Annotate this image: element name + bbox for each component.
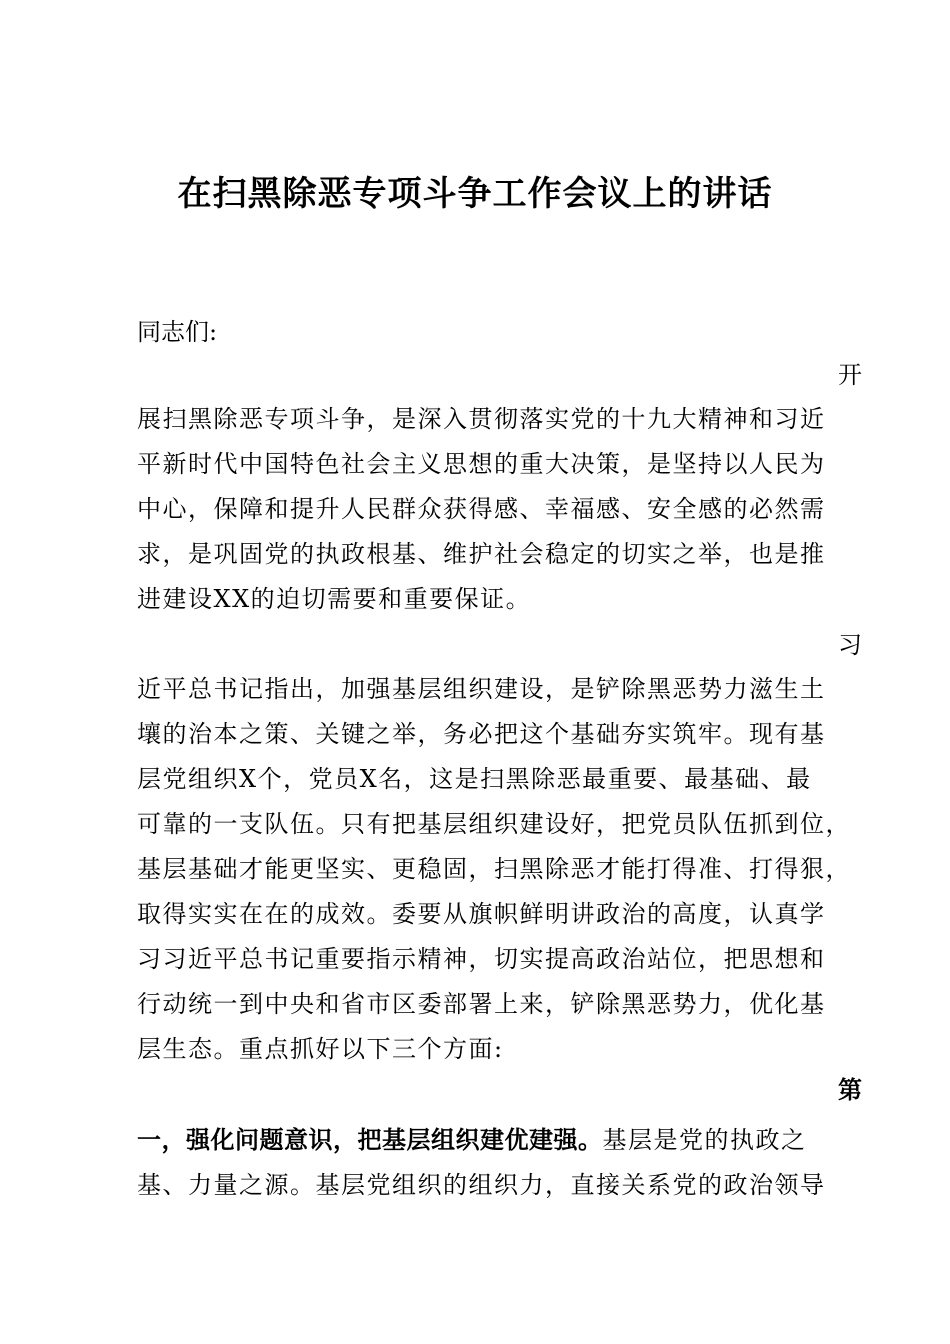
- paragraph-line: 取得实实在在的成效。委要从旗帜鲜明讲政治的高度，认真学: [137, 900, 826, 928]
- paragraph-line: 近平总书记指出，加强基层组织建设，是铲除黑恶势力滋生土: [137, 675, 826, 703]
- heading-line-rest: 基层是党的执政之: [602, 1126, 807, 1154]
- paragraph-1-lead-char: 开: [838, 361, 862, 389]
- paragraph-3: [137, 1118, 837, 1208]
- paragraph-line: 行动统一到中央和省市区委部署上来，铲除黑恶势力，优化基: [137, 990, 826, 1018]
- paragraph-line: 求，是巩固党的执政根基、维护社会稳定的切实之举，也是推: [137, 540, 826, 568]
- paragraph-line: [137, 1118, 837, 1163]
- paragraph-line: 层生态。重点抓好以下三个方面:: [137, 1035, 504, 1063]
- paragraph-line: 层党组织X个，党员X名，这是扫黑除恶最重要、最基础、最: [137, 765, 812, 793]
- document-title: 在扫黑除恶专项斗争工作会议上的讲话: [177, 174, 773, 214]
- paragraph-2-lead-char: 习: [838, 631, 862, 659]
- paragraph-2: [137, 667, 851, 1072]
- paragraph-line: 进建设XX的迫切需要和重要保证。: [137, 585, 532, 613]
- paragraph-line: 平新时代中国特色社会主义思想的重大决策，是坚持以人民为: [137, 450, 826, 478]
- paragraph-line: 可靠的一支队伍。只有把基层组织建设好，把党员队伍抓到位，: [137, 810, 851, 838]
- paragraph-line: 壤的治本之策、关键之举，务必把这个基础夯实筑牢。现有基: [137, 720, 826, 748]
- paragraph-line: 习习近平总书记重要指示精神，切实提高政治站位，把思想和: [137, 945, 826, 973]
- section-heading: 一，强化问题意识，把基层组织建优建强。: [137, 1126, 603, 1154]
- paragraph-line: 展扫黑除恶专项斗争，是深入贯彻落实党的十九大精神和习近: [137, 405, 826, 433]
- salutation: 同志们:: [137, 318, 218, 346]
- paragraph-line: 基、力量之源。基层党组织的组织力，直接关系党的政治领导: [137, 1171, 826, 1199]
- paragraph-line: 中心，保障和提升人民群众获得感、幸福感、安全感的必然需: [137, 495, 826, 523]
- paragraph-1: [137, 397, 837, 622]
- paragraph-3-lead-char: 第: [838, 1076, 862, 1104]
- paragraph-line: 基层基础才能更坚实、更稳固，扫黑除恶才能打得准、打得狠，: [137, 855, 851, 883]
